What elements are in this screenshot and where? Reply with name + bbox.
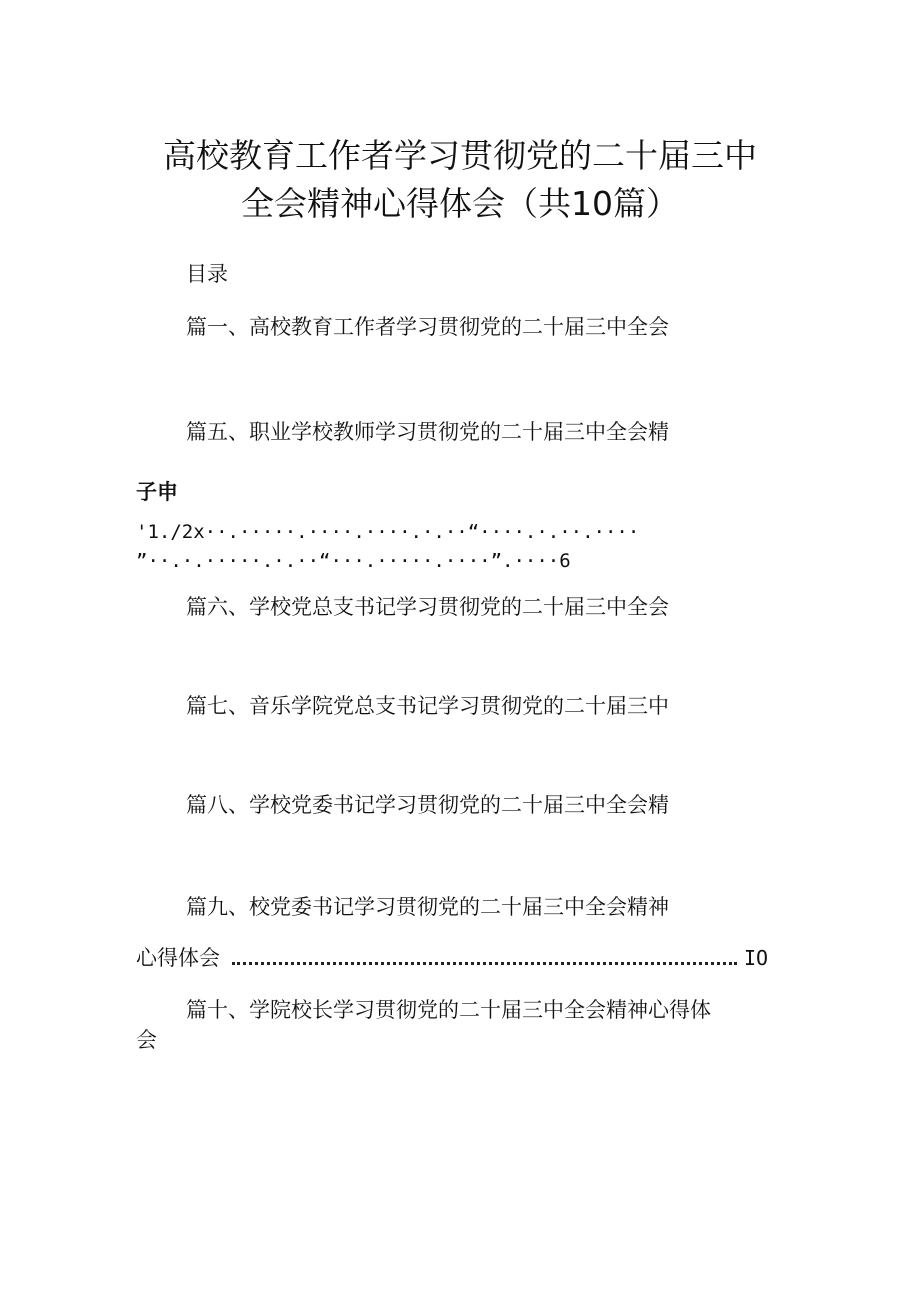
toc-entry-9: 篇九、校党委书记学习贯彻党的二十届三中全会精神 bbox=[186, 895, 669, 919]
document-title-line-1: 高校教育工作者学习贯彻党的二十届三中 bbox=[163, 136, 757, 175]
document-title-line-2: 全会精神心得体会（共10篇） bbox=[241, 184, 679, 223]
toc-page-number: IO bbox=[744, 946, 769, 970]
toc-entry-7: 篇七、音乐学院党总支书记学习贯彻党的二十届三中 bbox=[186, 694, 669, 718]
toc-entry-9-continuation: 心得体会 bbox=[136, 946, 220, 970]
toc-leader-line-2: ”··.·.·····.·.··“···.·····.····”.····6 bbox=[136, 550, 571, 572]
toc-entry-5: 篇五、职业学校教师学习贯彻党的二十届三中全会精 bbox=[186, 420, 669, 444]
toc-entry-6: 篇六、学校党总支书记学习贯彻党的二十届三中全会 bbox=[186, 595, 669, 619]
toc-entry-10: 篇十、学院校长学习贯彻党的二十届三中全会精神心得体 bbox=[186, 998, 711, 1022]
toc-entry-10-continuation: 会 bbox=[136, 1028, 157, 1052]
toc-entry-8: 篇八、学校党委书记学习贯彻党的二十届三中全会精 bbox=[186, 793, 669, 817]
toc-entry-1: 篇一、高校教育工作者学习贯彻党的二十届三中全会 bbox=[186, 315, 669, 339]
toc-heading: 目录 bbox=[186, 262, 228, 286]
toc-entry-5-continuation: 子申 bbox=[136, 480, 178, 504]
toc-dot-leader bbox=[232, 962, 737, 965]
toc-leader-line-1: '1./2x··.·····.····.····.·.··“····.·.··.···· bbox=[136, 521, 640, 543]
